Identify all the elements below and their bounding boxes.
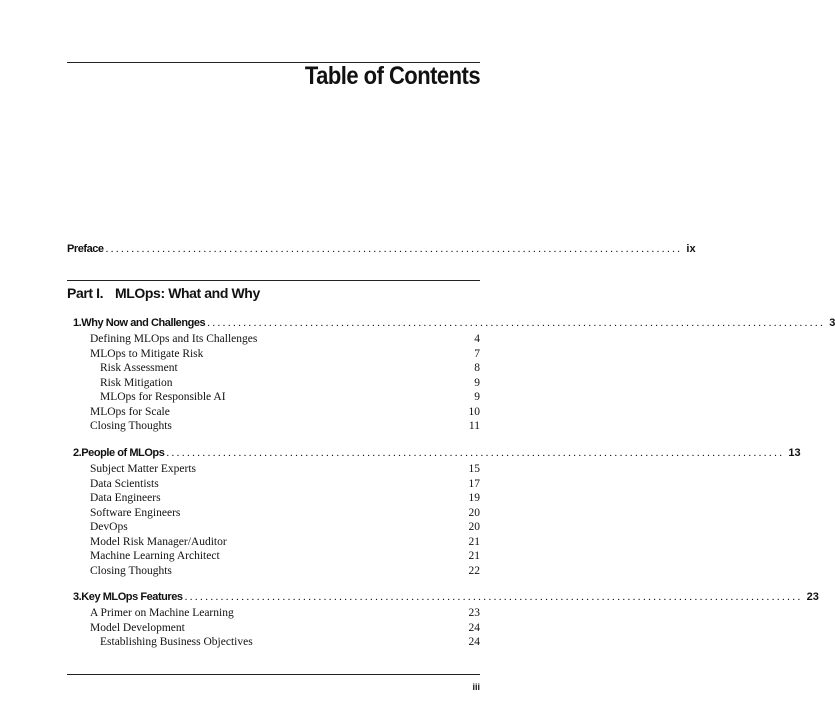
entry-page: 19 bbox=[468, 492, 480, 504]
chapter-number: 2. bbox=[73, 447, 82, 459]
part-rule bbox=[67, 280, 480, 281]
entry-page: 9 bbox=[474, 391, 480, 403]
entry-label: Subject Matter Experts bbox=[90, 463, 197, 475]
entry-label: Closing Thoughts bbox=[90, 420, 172, 432]
toc-entry[interactable] bbox=[0, 477, 480, 491]
entry-page: 24 bbox=[468, 621, 480, 634]
entry-label: Software Engineers bbox=[90, 506, 181, 519]
toc-chapter-1[interactable] bbox=[73, 317, 835, 329]
entry-page: 23 bbox=[468, 607, 480, 619]
chapter-title: People of MLOps bbox=[81, 447, 165, 459]
dot-leader: ................................................................................................................ bbox=[105, 243, 683, 255]
entry-label: Machine Learning Architect bbox=[90, 550, 220, 562]
entry-label: A Primer on Machine Learning bbox=[90, 607, 234, 619]
entry-label: Risk Mitigation bbox=[100, 376, 173, 389]
entry-page: 21 bbox=[468, 535, 480, 548]
toc-entry[interactable] bbox=[0, 419, 480, 433]
entry-label: Risk Assessment bbox=[100, 362, 178, 374]
entry-page: 4 bbox=[474, 333, 480, 345]
chapter-title: Why Now and Challenges bbox=[81, 317, 206, 329]
toc-chapter-3[interactable] bbox=[73, 591, 819, 603]
footer-page-number: iii bbox=[472, 682, 480, 692]
entry-label: MLOps for Responsible AI bbox=[100, 391, 226, 403]
entry-label: Defining MLOps and Its Challenges bbox=[90, 333, 258, 345]
entry-page: 21 bbox=[468, 550, 480, 562]
toc-entry[interactable] bbox=[0, 361, 480, 375]
page-title: Table of Contents bbox=[304, 62, 480, 90]
entry-page: 15 bbox=[468, 463, 480, 475]
entry-label: Closing Thoughts bbox=[90, 564, 172, 577]
entry-page: 20 bbox=[468, 521, 480, 533]
entry-page: 24 bbox=[468, 636, 480, 648]
toc-chapter-2[interactable] bbox=[73, 447, 801, 459]
entry-label: MLOps to Mitigate Risk bbox=[90, 347, 204, 360]
entry-page: 20 bbox=[468, 506, 480, 519]
toc-entry[interactable] bbox=[0, 491, 480, 505]
toc-entry[interactable] bbox=[0, 564, 480, 578]
chapter-page: 23 bbox=[806, 591, 819, 603]
toc-entry[interactable] bbox=[0, 606, 480, 620]
dot-leader: ........................................................................................................................ bbox=[184, 591, 803, 603]
entry-label: Model Risk Manager/Auditor bbox=[90, 535, 227, 548]
entry-label: Model Development bbox=[90, 621, 185, 634]
chapter-title: Key MLOps Features bbox=[81, 591, 183, 603]
part-title: MLOps: What and Why bbox=[115, 285, 260, 301]
entry-page: 8 bbox=[474, 362, 480, 374]
entry-label: Data Engineers bbox=[90, 492, 161, 504]
entry-page: 9 bbox=[474, 376, 480, 389]
dot-leader: ........................................................................................................................ bbox=[207, 317, 826, 329]
entry-label: MLOps for Scale bbox=[90, 405, 170, 418]
bottom-rule bbox=[67, 674, 480, 675]
chapter-number: 3. bbox=[73, 591, 82, 603]
entry-label: Data Scientists bbox=[90, 477, 159, 490]
part-heading[interactable] bbox=[67, 285, 260, 301]
toc-preface[interactable] bbox=[67, 243, 696, 255]
preface-page: ix bbox=[686, 243, 696, 255]
chapter-number: 1. bbox=[73, 317, 82, 329]
toc-entry[interactable] bbox=[0, 405, 480, 419]
entry-page: 17 bbox=[468, 477, 480, 490]
toc-entry[interactable] bbox=[0, 462, 480, 476]
preface-label: Preface bbox=[67, 243, 104, 255]
entry-page: 7 bbox=[474, 347, 480, 360]
toc-entry[interactable] bbox=[0, 535, 480, 549]
toc-entry[interactable] bbox=[0, 390, 480, 404]
chapter-page: 3 bbox=[829, 317, 835, 329]
chapter-page: 13 bbox=[788, 447, 801, 459]
toc-entry[interactable] bbox=[0, 506, 480, 520]
toc-entry[interactable] bbox=[0, 549, 480, 563]
entry-page: 11 bbox=[468, 420, 480, 432]
entry-label: DevOps bbox=[90, 521, 128, 533]
part-number: Part I. bbox=[67, 285, 104, 301]
toc-entry[interactable] bbox=[0, 376, 480, 390]
toc-entry[interactable] bbox=[0, 347, 480, 361]
entry-label: Establishing Business Objectives bbox=[100, 636, 253, 648]
dot-leader: ........................................................................................................................ bbox=[166, 447, 785, 459]
toc-entry[interactable] bbox=[0, 332, 480, 346]
entry-page: 22 bbox=[468, 564, 480, 577]
toc-entry[interactable] bbox=[0, 635, 480, 649]
toc-entry[interactable] bbox=[0, 520, 480, 534]
toc-entry[interactable] bbox=[0, 621, 480, 635]
entry-page: 10 bbox=[468, 405, 480, 418]
